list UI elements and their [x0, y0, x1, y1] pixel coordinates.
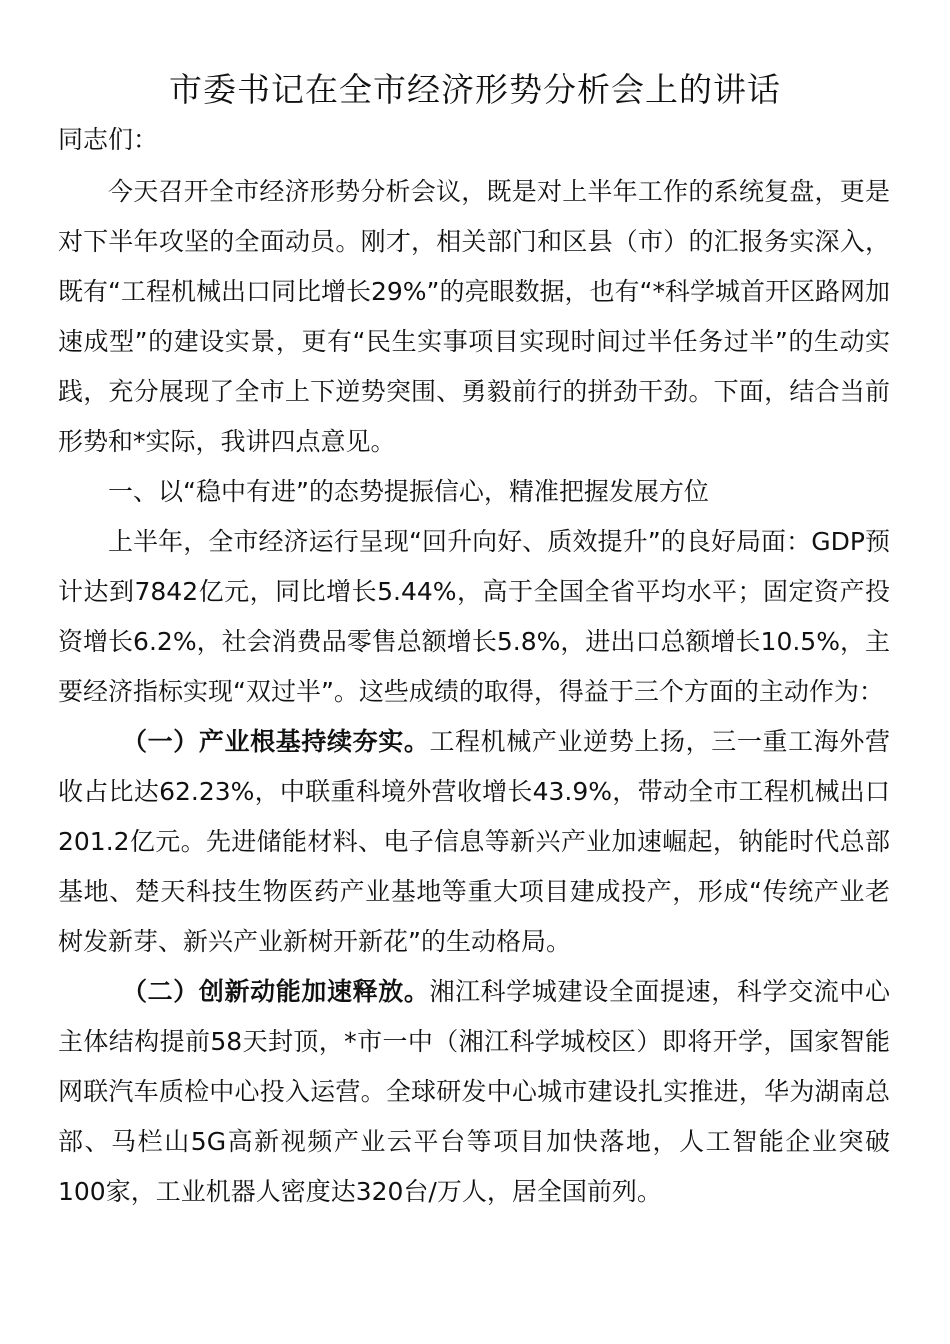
- subsection-1-paragraph: [58, 717, 890, 967]
- subsection-2-lead: （二）创新动能加速释放。: [122, 977, 430, 1006]
- greeting: 同志们：: [58, 125, 159, 154]
- section-1-paragraph: 上半年，全市经济运行呈现“回升向好、质效提升”的良好局面：GDP预计达到7842亿元，同比增长5.44%，高于全国全省平均水平；固定资产投资增长6.2%，社会消费品零售总额增长5.8%，进出口总额增长10.5%，主要经济指标实现“双过半”。这些成绩的取得，得益于三个方面的主动作为：: [58, 527, 890, 706]
- subsection-2-paragraph: [58, 967, 890, 1217]
- subsection-2-text: 湘江科学城建设全面提速，科学交流中心主体结构提前58天封顶，*市一中（湘江科学城校区）即将开学，国家智能网联汽车质检中心投入运营。全球研发中心城市建设扎实推进，华为湖南总部、马栏山5G高新视频产业云平台等项目加快落地，人工智能企业突破100家，工业机器人密度达320台/万人，居全国前列。: [58, 977, 890, 1206]
- document-title: 市委书记在全市经济形势分析会上的讲话: [169, 70, 781, 109]
- intro-paragraph: 今天召开全市经济形势分析会议，既是对上半年工作的系统复盘，更是对下半年攻坚的全面动员。刚才，相关部门和区县（市）的汇报务实深入，既有“工程机械出口同比增长29%”的亮眼数据，也有“*科学城首开区路网加速成型”的建设实景，更有“民生实事项目实现时间过半任务过半”的生动实践，充分展现了全市上下逆势突围、勇毅前行的拼劲干劲。下面，结合当前形势和*实际，我讲四点意见。: [58, 177, 890, 456]
- section-1-heading: 一、以“稳中有进”的态势提振信心，精准把握发展方位: [108, 477, 709, 506]
- subsection-1-text: 工程机械产业逆势上扬，三一重工海外营收占比达62.23%，中联重科境外营收增长43.9%，带动全市工程机械出口201.2亿元。先进储能材料、电子信息等新兴产业加速崛起，钠能时代总部基地、楚天科技生物医药产业基地等重大项目建成投产，形成“传统产业老树发新芽、新兴产业新树开新花”的生动格局。: [58, 727, 890, 956]
- subsection-1-lead: （一）产业根基持续夯实。: [122, 727, 430, 756]
- document-body: [58, 120, 890, 1217]
